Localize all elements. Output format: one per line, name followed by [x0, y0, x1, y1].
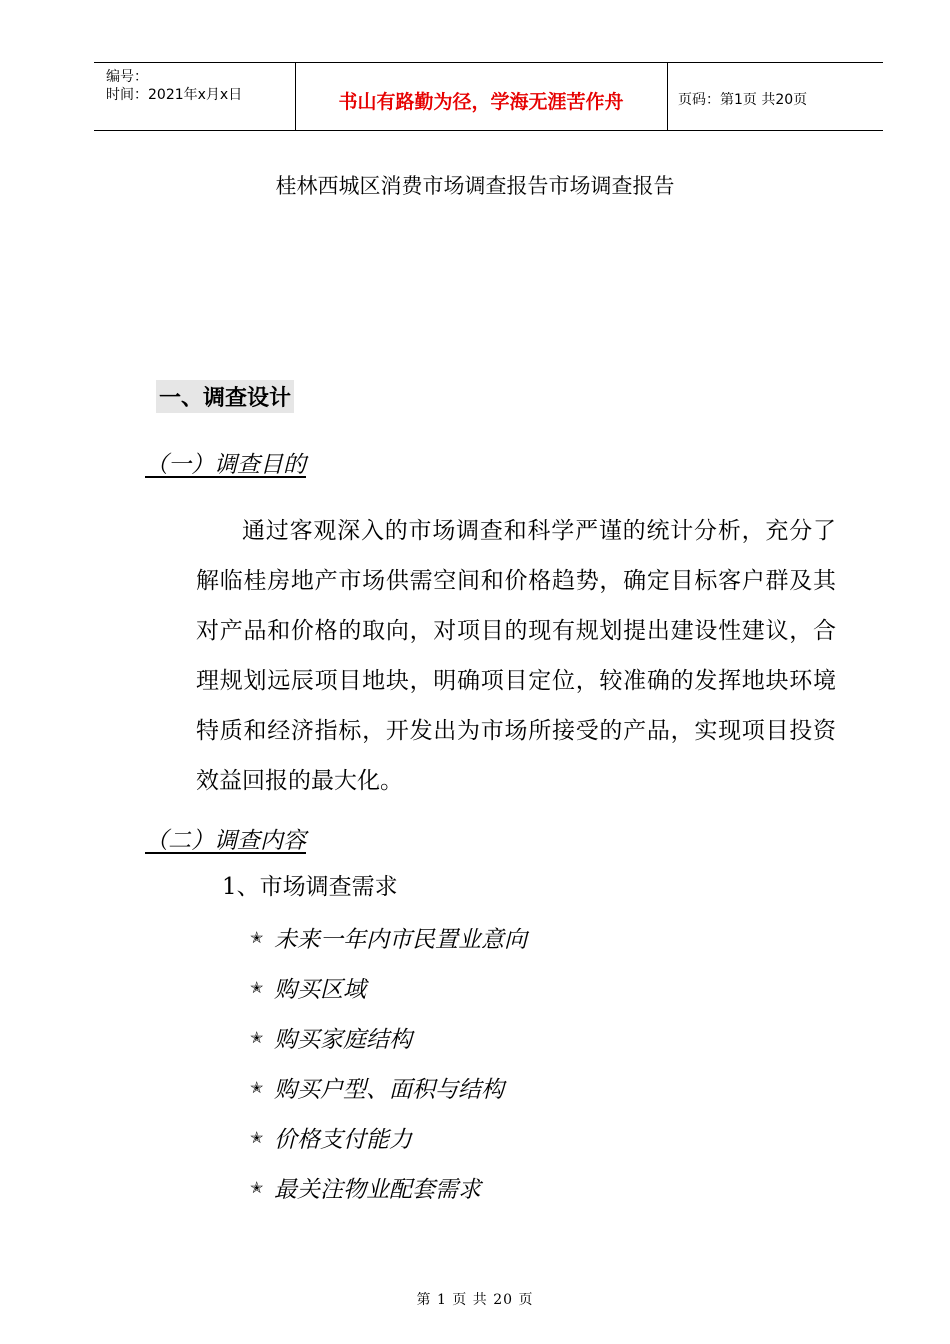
page-header [94, 62, 883, 131]
list-item-text: 最关注物业配套需求 [274, 1176, 481, 1203]
document-title: 桂林西城区消费市场调查报告市场调查报告 [275, 174, 675, 198]
list-item-text: 未来一年内市民置业意向 [274, 926, 527, 953]
list-item-text: 购买家庭结构 [274, 1026, 412, 1053]
star-bullet-icon: ✭ [250, 1177, 264, 1197]
section-heading-design: 一、调查设计 [156, 380, 294, 413]
numbered-subheading: 1、市场调查需求 [222, 874, 398, 900]
list-item [250, 1062, 527, 1112]
header-page-info: 页码：第1页 共20页 [678, 92, 808, 108]
header-meta-cell [94, 63, 296, 130]
list-item [250, 1112, 527, 1162]
list-item [250, 1162, 527, 1212]
subsection-heading-purpose: （一）调查目的 [145, 452, 306, 478]
header-motto-cell [295, 63, 668, 130]
number-label: 编号： [106, 69, 148, 85]
list-item-text: 购买区域 [274, 976, 366, 1003]
list-item-text: 购买户型、面积与结构 [274, 1076, 504, 1103]
purpose-paragraph: 通过客观深入的市场调查和科学严谨的统计分析，充分了解临桂房地产市场供需空间和价格趋势，确定目标客户群及其对产品和价格的取向，对项目的现有规划提出建设性建议，合理规划远辰项目地块，明确项目定位，较准确的发挥地块环境特质和经济指标，开发出为市场所接受的产品，实现项目投资效益回报的最大化。 [196, 518, 836, 794]
list-item [250, 962, 527, 1012]
header-page-cell [668, 63, 883, 130]
requirements-list [250, 912, 527, 1212]
subsection-heading-content: （二）调查内容 [145, 828, 306, 854]
page-footer: 第 1 页 共 20 页 [416, 1292, 534, 1308]
header-motto: 书山有路勤为径，学海无涯苦作舟 [338, 91, 624, 113]
star-bullet-icon: ✭ [250, 927, 264, 947]
list-item [250, 1012, 527, 1062]
list-item-text: 价格支付能力 [274, 1126, 412, 1153]
star-bullet-icon: ✭ [250, 977, 264, 997]
star-bullet-icon: ✭ [250, 1027, 264, 1047]
time-label: 时间：2021年x月x日 [106, 87, 243, 103]
list-item [250, 912, 527, 962]
star-bullet-icon: ✭ [250, 1077, 264, 1097]
star-bullet-icon: ✭ [250, 1127, 264, 1147]
